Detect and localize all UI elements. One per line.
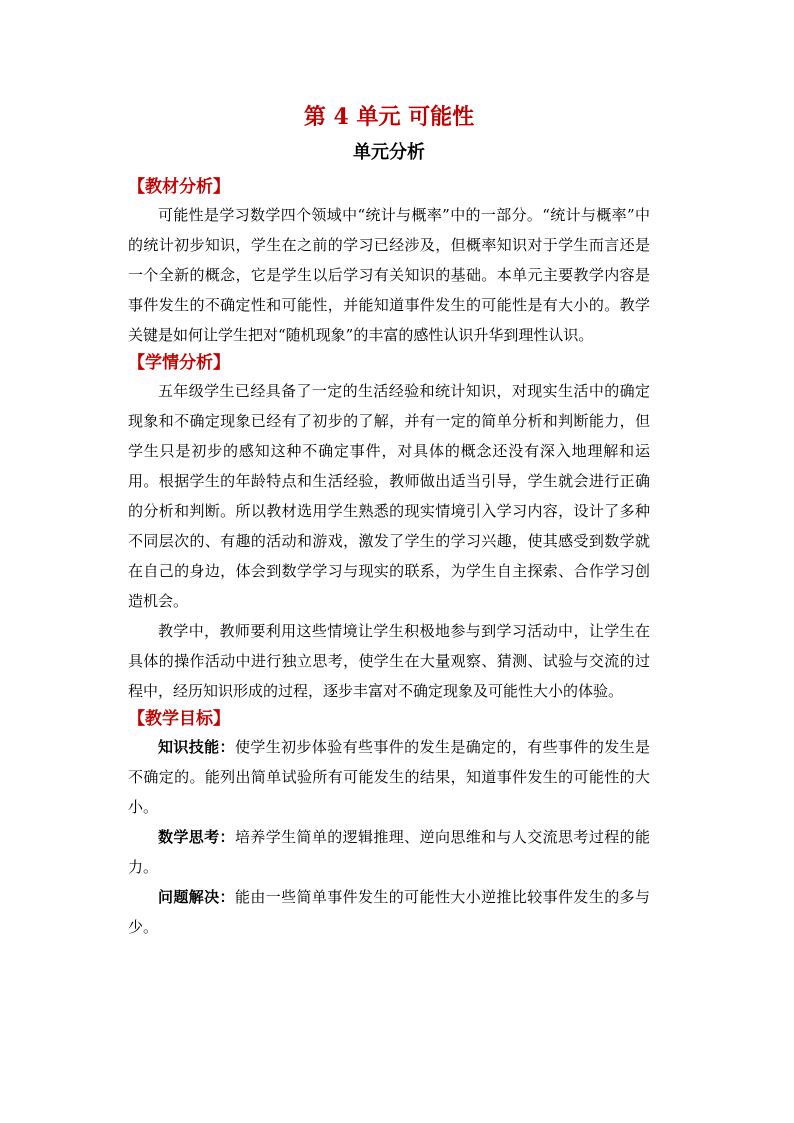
section-textbook-analysis (128, 174, 650, 350)
section-heading: 【教材分析】 (128, 177, 230, 197)
document-content (128, 100, 650, 942)
section-teaching-goals (128, 706, 650, 942)
paragraph: 教学中，教师要利用这些情境让学生积极地参与到学习活动中，让学生在具体的操作活动中进行独立思考，使学生在大量观察、猜测、试验与交流的过程中，经历知识形成的过程，逐步丰富对不确定现象及可能性大小的体验。 (128, 622, 650, 700)
goal-label: 知识技能： (158, 738, 235, 756)
paragraph: 可能性是学习数学四个领域中“统计与概率”中的一部分。“统计与概率”中的统计初步知识，学生在之前的学习已经涉及，但概率知识对于学生而言还是一个全新的概念，它是学生以后学习有关知识的基础。本单元主要教学内容是事件发生的不确定性和可能性，并能知道事件发生的可能性是有大小的。教学关键是如何让学生把对“随机现象”的丰富的感性认识升华到理性认识。 (128, 206, 650, 344)
goal-label: 数学思考： (158, 828, 235, 846)
goal-item (128, 732, 650, 822)
goal-item (128, 822, 650, 882)
section-heading: 【教学目标】 (128, 709, 230, 729)
goal-text: 培养学生简单的逻辑推理、逆向思维和与人交流思考过程的能力。 (128, 828, 650, 876)
goal-text: 使学生初步体验有些事件的发生是确定的，有些事件的发生是不确定的。能列出简单试验所有可能发生的结果，知道事件发生的可能性的大小。 (128, 738, 650, 816)
section-student-analysis (128, 350, 650, 706)
goal-label: 问题解决： (158, 888, 235, 906)
paragraph: 五年级学生已经具备了一定的生活经验和统计知识，对现实生活中的确定现象和不确定现象已经有了初步的了解，并有一定的简单分析和判断能力，但学生只是初步的感知这种不确定事件，对具体的概念还没有深入地理解和运用。根据学生的年龄特点和生活经验，教师做出适当引导，学生就会进行正确的分析和判断。所以教材选用学生熟悉的现实情境引入学习内容，设计了多种不同层次的、有趣的活动和游戏，激发了学生的学习兴趣，使其感受到数学就在自己的身边，体会到数学学习与现实的联系，为学生自主探索、合作学习创造机会。 (128, 382, 650, 610)
goal-item (128, 882, 650, 942)
section-heading: 【学情分析】 (128, 353, 230, 373)
goal-text: 能由一些简单事件发生的可能性大小逆推比较事件发生的多与少。 (128, 888, 650, 936)
page-subtitle: 单元分析 (353, 142, 425, 163)
page-title: 第 4 单元 可能性 (303, 104, 475, 130)
